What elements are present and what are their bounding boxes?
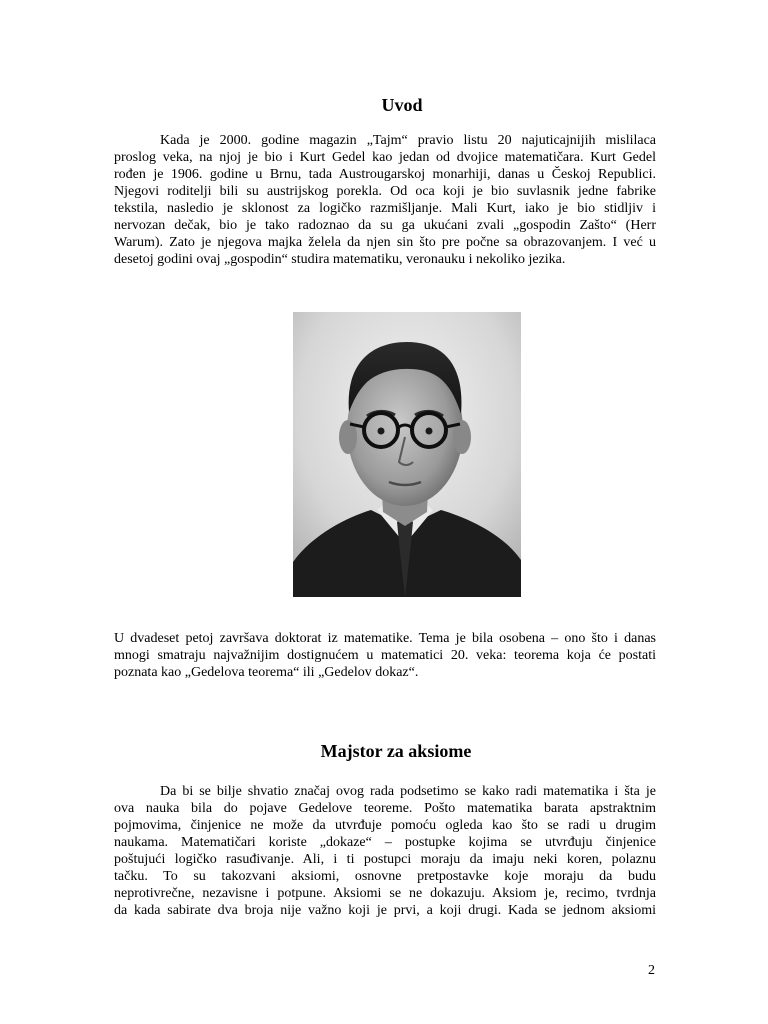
- text-line: naukama. Matematičari koriste „dokaze“ – postupke kojima se utvrđuju činjenice: [114, 835, 656, 850]
- text-line: ova nauka bila do pojave Gedelove teoreme. Pošto matematika barata apstraktnim: [114, 801, 656, 816]
- page-number: 2: [648, 963, 655, 978]
- text-line: mnogi smatraju najvažnijim dostignućem u matematici 20. veka: teorema koja će postati: [114, 648, 656, 663]
- text-line: desetoj godini ovaj „gospodin“ studira matematiku, veronauku i nekoliko jezika.: [114, 252, 566, 267]
- text-line: da kada sabirate dva broja nije važno koji je prvi, a koji drugi. Kada se jednom aksiomi: [114, 903, 656, 918]
- text-line: Njegovi roditelji bili su austrijskog porekla. Od oca koji je bio suvlasnik jedne fabrike: [114, 184, 656, 199]
- text-line: tačku. To su takozvani aksiomi, osnovne pretpostavke koje moraju da budu: [114, 869, 656, 884]
- text-line: nervozan dečak, bio je tako radoznao da su ga ukućani zvali „gospodin Zašto“ (Herr: [114, 218, 656, 233]
- text-line: proslog veka, na njoj je bio i Kurt Gedel kao jedan od dvojice matematičara. Kurt Gedel: [114, 150, 656, 165]
- section-title-uvod: Uvod: [381, 95, 423, 115]
- text-line: poznata kao „Gedelova teorema“ ili „Gedelov dokaz“.: [114, 665, 419, 680]
- text-line: pojmovima, činjenice ne može da utvrđuje pomoću ogleda kao što se radi u drugim: [114, 818, 656, 833]
- paragraph-axioms: [114, 783, 656, 919]
- portrait-image: [293, 312, 521, 597]
- text-line: neprotivrečne, nezavisne i potpune. Aksiomi se ne dokazuju. Aksiom je, recimo, tvrdnja: [114, 886, 656, 901]
- section-title-majstor: Majstor za aksiome: [320, 741, 472, 761]
- paragraph-intro: [114, 132, 656, 268]
- text-line: poštujući logičko rasuđivanje. Ali, i ti postupci moraju da imaju neki koren, polaznu: [114, 852, 656, 867]
- text-line: U dvadeset petoj završava doktorat iz matematike. Tema je bila osobena – ono što i danas: [114, 631, 656, 646]
- paragraph-doctorate: [114, 630, 656, 681]
- portrait-photo: [293, 312, 521, 597]
- text-line: Warum). Zato je njegova majka želela da njen sin što pre počne sa obrazovanjem. I već u: [114, 235, 656, 250]
- text-line: Kada je 2000. godine magazin „Tajm“ pravio listu 20 najuticajnijih mislilaca: [160, 133, 656, 148]
- text-line: rođen je 1906. godine u Brnu, tada Austrougarskoj monarhiji, danas u Českoj Republici.: [114, 167, 656, 182]
- text-line: Da bi se bilje shvatio značaj ovog rada podsetimo se kako radi matematika i šta je: [160, 784, 656, 799]
- text-line: tekstila, nasledio je sklonost za logičko razmišljanje. Mali Kurt, iako je bio stidljiv i: [114, 201, 656, 216]
